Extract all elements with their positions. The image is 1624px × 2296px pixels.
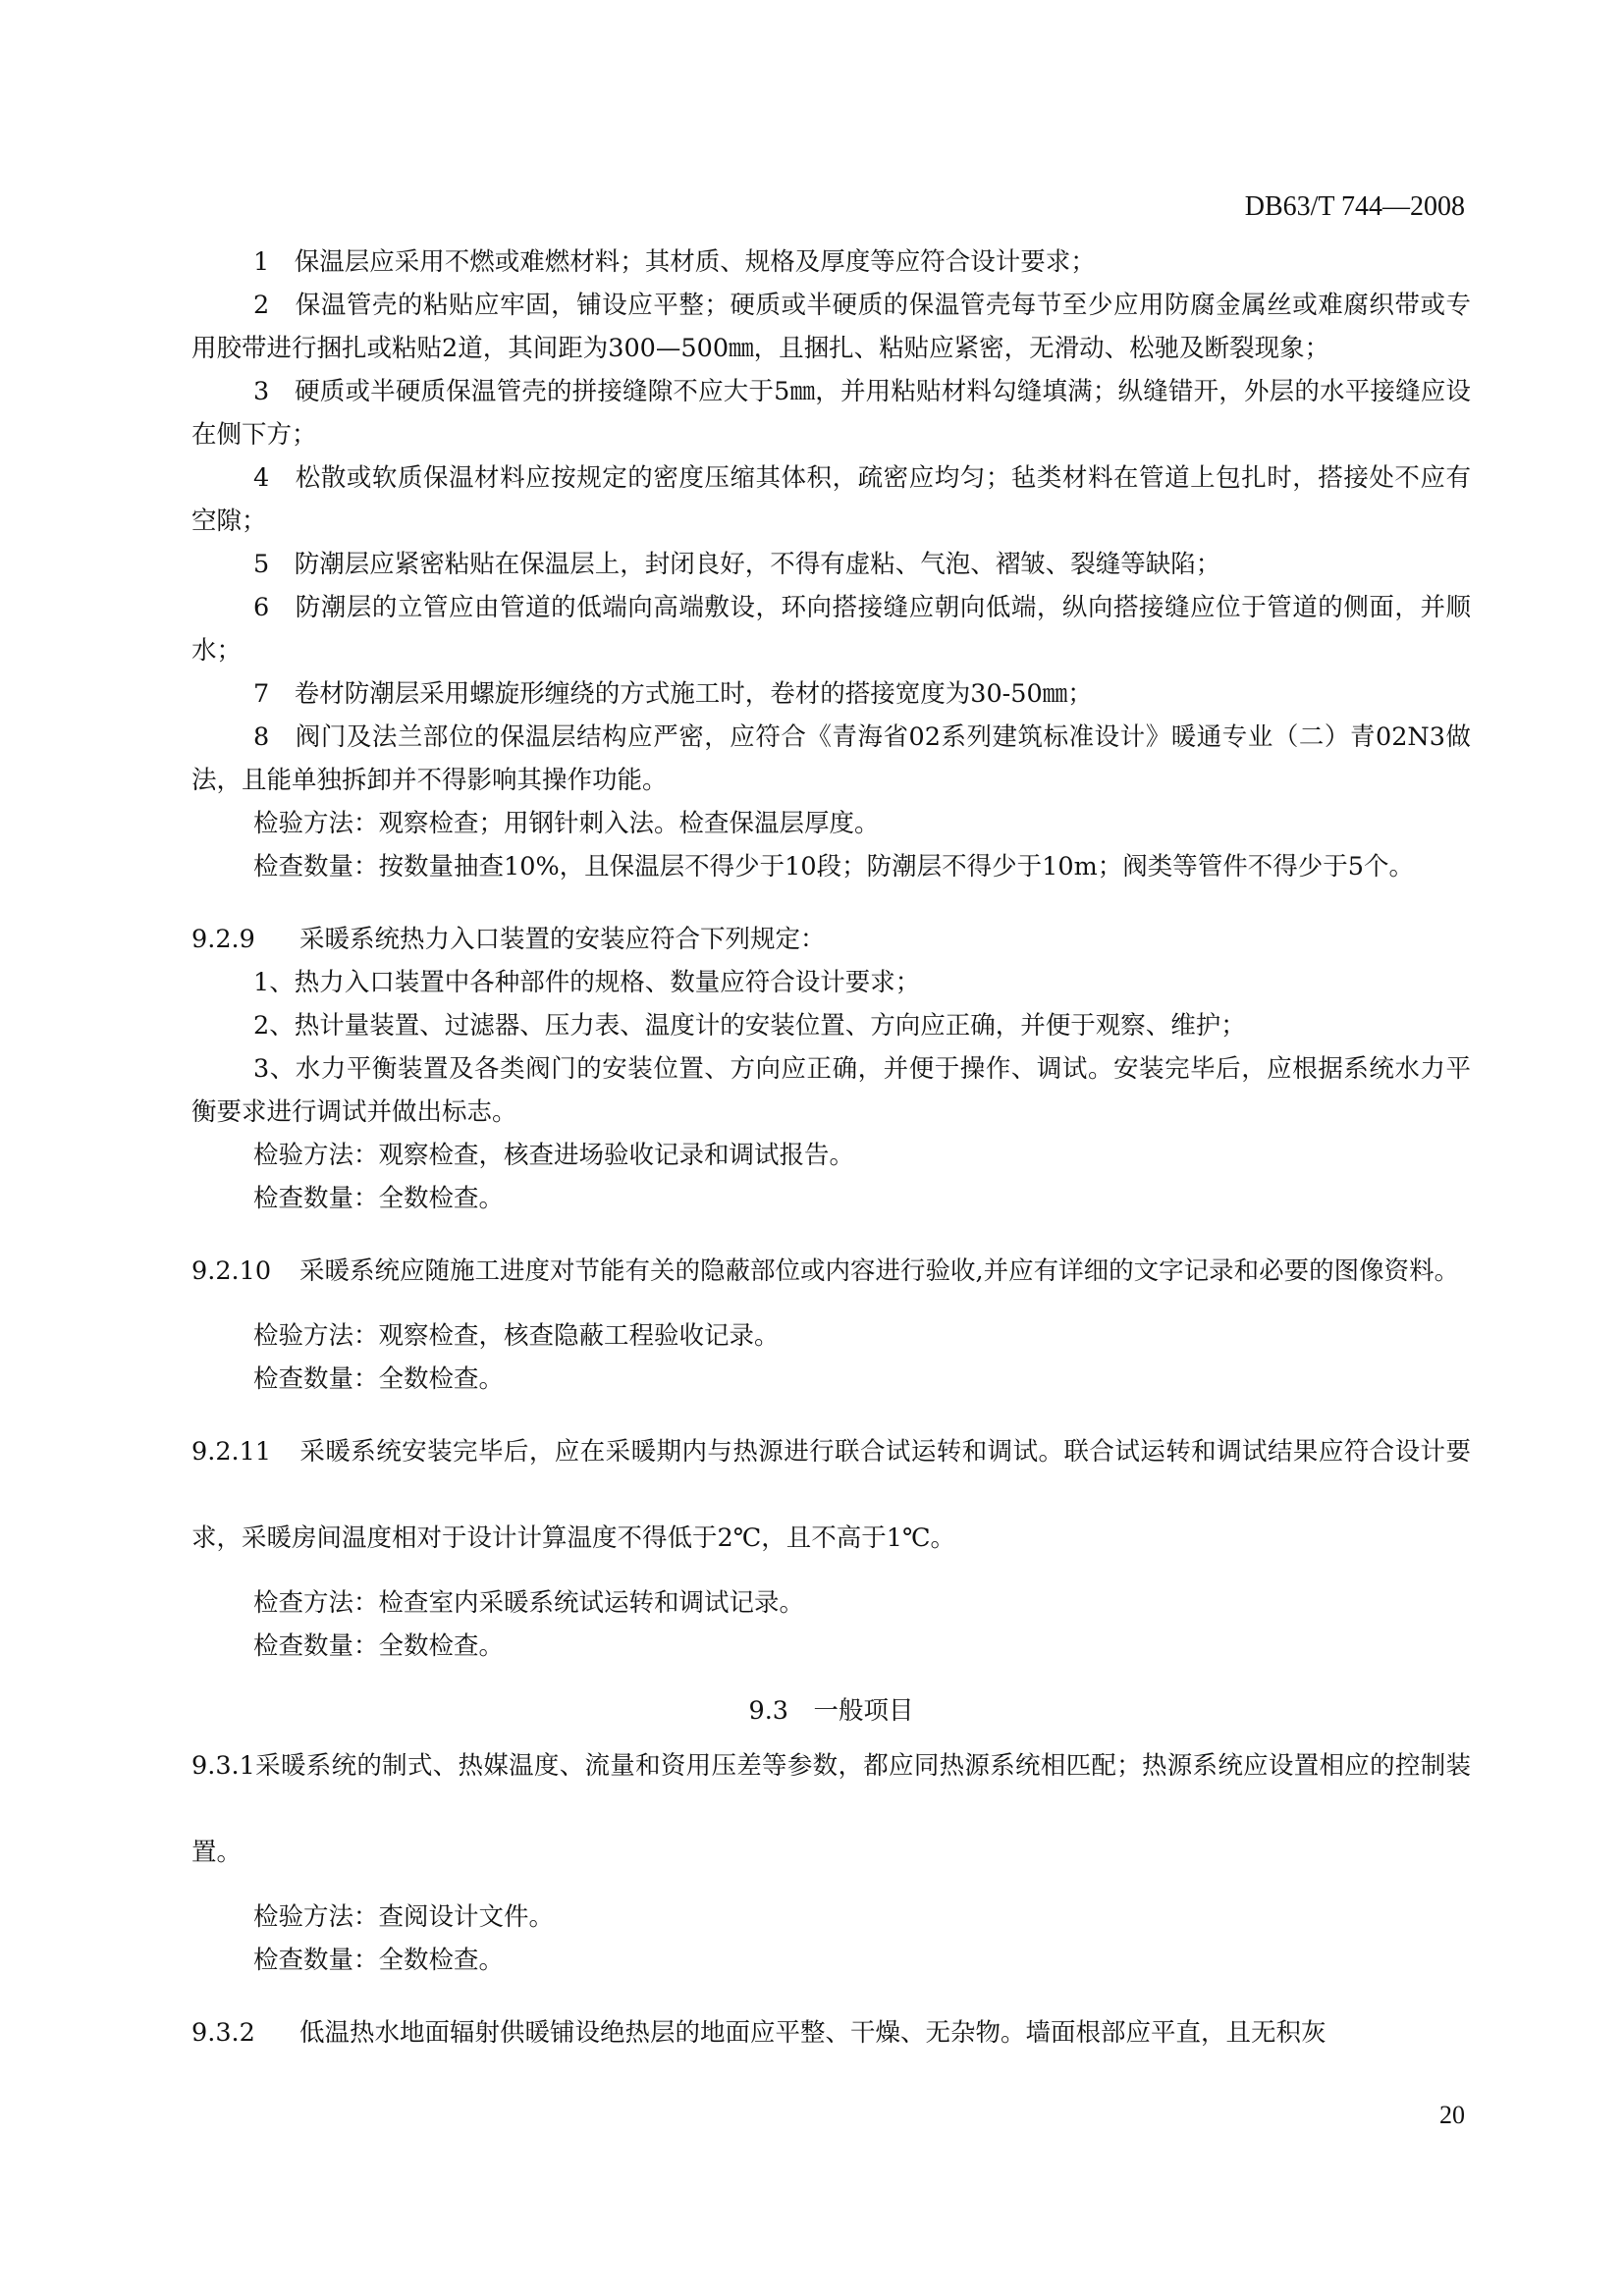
inspection-method: 检验方法：查阅设计文件。	[253, 1902, 555, 1932]
clause-number: 9.3.1	[191, 1751, 255, 1781]
inspection-method: 检验方法：观察检查；用钢针刺入法。检查保温层厚度。	[253, 809, 880, 838]
list-item: 8 阀门及法兰部位的保温层结构应严密，应符合《青海省02系列建筑标准设计》暖通专业（二）青02N3做法，且能单独拆卸并不得影响其操作功能。	[191, 722, 1471, 795]
document-code-header: DB63/T 744—2008	[1244, 191, 1465, 222]
clause-9-3-2	[191, 2011, 1471, 2055]
list-item: 7 卷材防潮层采用螺旋形缠绕的方式施工时，卷材的搭接宽度为30-50㎜；	[253, 679, 1093, 709]
inspection-method: 检验方法：观察检查，核查隐蔽工程验收记录。	[253, 1321, 780, 1351]
clause-number: 9.3.2	[191, 2018, 255, 2048]
clause-text: 低温热水地面辐射供暖铺设绝热层的地面应平整、干燥、无杂物。墙面根部应平直，且无积灰	[299, 2018, 1326, 2048]
clause-9-3-1	[191, 1723, 1471, 1982]
inspection-quantity: 检查数量：全数检查。	[253, 1364, 505, 1394]
clause-text: 采暖系统热力入口装置的安装应符合下列规定：	[299, 925, 826, 954]
clause-9-2-10	[191, 1228, 1471, 1401]
inspection-quantity: 检查数量：全数检查。	[253, 1631, 505, 1661]
list-item: 3 硬质或半硬质保温管壳的拼接缝隙不应大于5㎜，并用粘贴材料勾缝填满；纵缝错开，外层的水平接缝应设在侧下方；	[191, 377, 1471, 450]
clause-number: 9.2.11	[191, 1437, 272, 1467]
list-item: 1 保温层应采用不燃或难燃材料；其材质、规格及厚度等应符合设计要求；	[253, 247, 1096, 277]
clause-number: 9.2.9	[191, 925, 255, 954]
inspection-quantity: 检查数量：全数检查。	[253, 1946, 505, 1975]
inspection-method: 检查方法：检查室内采暖系统试运转和调试记录。	[253, 1588, 805, 1618]
list-item: 2 保温管壳的粘贴应牢固，铺设应平整；硬质或半硬质的保温管壳每节至少应用防腐金属丝或难腐织带或专用胶带进行捆扎或粘贴2道，其间距为300—500㎜，且捆扎、粘贴应紧密，无滑动、松驰及断裂现象；	[191, 291, 1471, 363]
clause-text: 采暖系统的制式、热媒温度、流量和资用压差等参数，都应同热源系统相匹配；热源系统应设置相应的控制装置。	[191, 1751, 1471, 1867]
list-item: 1、热力入口装置中各种部件的规格、数量应符合设计要求；	[253, 968, 921, 997]
list-item: 4 松散或软质保温材料应按规定的密度压缩其体积，疏密应均匀；毡类材料在管道上包扎时，搭接处不应有空隙；	[191, 463, 1471, 536]
page-number: 20	[1439, 2101, 1465, 2129]
inspection-quantity: 检查数量：全数检查。	[253, 1184, 505, 1213]
inspection-quantity: 检查数量：按数量抽查10%，且保温层不得少于10段；防潮层不得少于10m；阀类等管件不得少于5个。	[253, 852, 1414, 881]
list-item: 3、水力平衡装置及各类阀门的安装位置、方向应正确，并便于操作、调试。安装完毕后，应根据系统水力平衡要求进行调试并做出标志。	[191, 1054, 1471, 1127]
section-heading: 9.3 一般项目	[748, 1696, 914, 1726]
clause-9-2-9	[191, 918, 1471, 1220]
inspection-method: 检验方法：观察检查，核查进场验收记录和调试报告。	[253, 1141, 855, 1170]
clause-9-2-11	[191, 1409, 1471, 1668]
list-item: 5 防潮层应紧密粘贴在保温层上，封闭良好，不得有虚粘、气泡、褶皱、裂缝等缺陷；	[253, 550, 1221, 579]
document-body	[191, 240, 1471, 2055]
clause-text: 采暖系统应随施工进度对节能有关的隐蔽部位或内容进行验收,并应有详细的文字记录和必要的图像资料。	[299, 1256, 1460, 1286]
list-item: 6 防潮层的立管应由管道的低端向高端敷设，环向搭接缝应朝向低端，纵向搭接缝应位于管道的侧面，并顺水；	[191, 593, 1471, 666]
clause-text: 采暖系统安装完毕后，应在采暖期内与热源进行联合试运转和调试。联合试运转和调试结果应符合设计要求，采暖房间温度相对于设计计算温度不得低于2℃，且不高于1℃。	[191, 1437, 1471, 1553]
clause-number: 9.2.10	[191, 1256, 272, 1286]
list-item: 2、热计量装置、过滤器、压力表、温度计的安装位置、方向应正确，并便于观察、维护；	[253, 1011, 1246, 1041]
